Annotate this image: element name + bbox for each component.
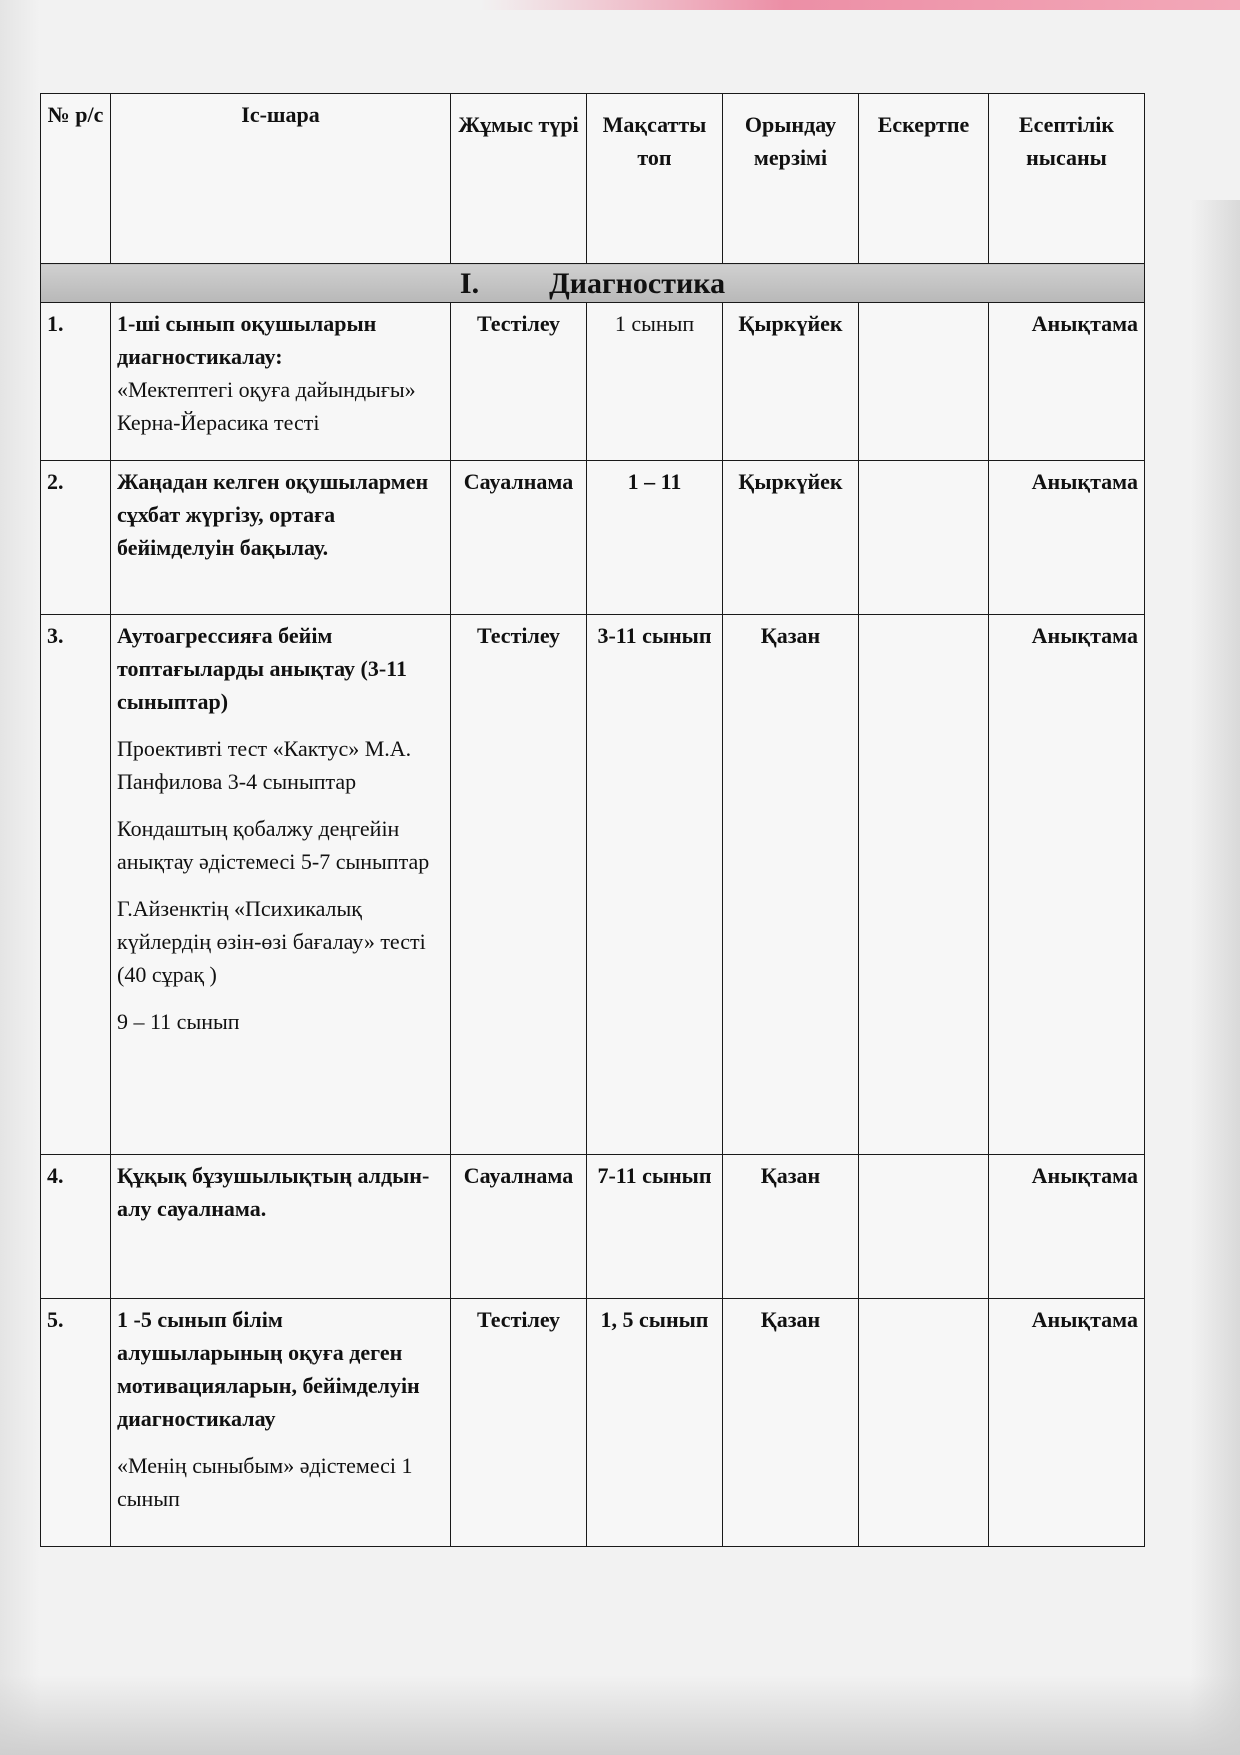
row-event	[111, 303, 451, 461]
header-note: Ескертпе	[859, 94, 989, 264]
table-row	[41, 615, 1145, 1155]
header-target: Мақсатты топ	[587, 94, 723, 264]
row-target: 1, 5 сынып	[587, 1299, 723, 1547]
row-target: 3-11 сынып	[587, 615, 723, 1155]
row-number: 5.	[41, 1299, 111, 1547]
row-note	[859, 303, 989, 461]
section-title: Диагностика	[549, 266, 726, 300]
row-number: 2.	[41, 461, 111, 615]
row-report: Анықтама	[989, 615, 1145, 1155]
header-report: Есептілік нысаны	[989, 94, 1145, 264]
section-row	[41, 264, 1145, 303]
header-event: Іс-шара	[111, 94, 451, 264]
header-row	[41, 94, 1145, 264]
row-report: Анықтама	[989, 1155, 1145, 1299]
row-number: 1.	[41, 303, 111, 461]
table-row	[41, 303, 1145, 461]
section-number: I.	[459, 266, 480, 300]
row-term: Қазан	[723, 1299, 859, 1547]
row-event-title: Жаңадан келген оқушылармен сұхбат жүргізу, ортаға бейімделуін бақылау.	[111, 461, 451, 615]
row-event-detail: Кондаштың қобалжу деңгейін анықтау әдістемесі 5-7 сыныптар	[117, 816, 430, 874]
row-work-type: Тестілеу	[451, 303, 587, 461]
row-event-detail: «Менің сыныбым» әдістемесі 1 сынып	[117, 1453, 413, 1511]
row-report: Анықтама	[989, 303, 1145, 461]
row-number: 4.	[41, 1155, 111, 1299]
section-heading	[41, 264, 1145, 303]
row-event-title: Аутоагрессияға бейім топтағыларды анықтау (3-11 сыныптар)	[117, 623, 407, 714]
row-event-title: Құқық бұзушылықтың алдын-алу сауалнама.	[111, 1155, 451, 1299]
row-event-detail: Проективті тест «Кактус» М.А. Панфилова 3-4 сыныптар	[117, 736, 412, 794]
row-event-detail: «Мектептегі оқуға дайындығы» Керна-Йерасика тесті	[117, 377, 416, 435]
row-term: Қазан	[723, 1155, 859, 1299]
scan-shadow-bottom	[0, 1675, 1240, 1755]
scan-shadow-right	[1190, 200, 1240, 1755]
row-note	[859, 461, 989, 615]
row-event-detail: Г.Айзенктің «Психикалық күйлердің өзін-өзі бағалау» тесті (40 сұрақ )	[117, 896, 426, 987]
header-work-type: Жұмыс түрі	[451, 94, 587, 264]
page-edge-tint	[480, 0, 1240, 10]
row-event-title: 1-ші сынып оқушыларын диагностикалау:	[117, 311, 377, 369]
row-note	[859, 1299, 989, 1547]
plan-table	[40, 93, 1145, 1547]
row-term: Қазан	[723, 615, 859, 1155]
row-event-detail: 9 – 11 сынып	[117, 1009, 240, 1034]
row-event-title: 1 -5 сынып білім алушыларының оқуға деген мотивацияларын, бейімделуін диагностикалау	[117, 1307, 420, 1431]
row-note	[859, 615, 989, 1155]
scan-shadow-left	[0, 0, 40, 1755]
row-work-type: Сауалнама	[451, 461, 587, 615]
row-work-type: Сауалнама	[451, 1155, 587, 1299]
header-num: № р/с	[41, 94, 111, 264]
table-row	[41, 1155, 1145, 1299]
row-work-type: Тестілеу	[451, 1299, 587, 1547]
row-target: 1 – 11	[587, 461, 723, 615]
table-row	[41, 461, 1145, 615]
header-term: Орындау мерзімі	[723, 94, 859, 264]
row-work-type: Тестілеу	[451, 615, 587, 1155]
row-note	[859, 1155, 989, 1299]
row-term: Қыркүйек	[723, 461, 859, 615]
table-row	[41, 1299, 1145, 1547]
row-report: Анықтама	[989, 1299, 1145, 1547]
row-event	[111, 615, 451, 1155]
row-report: Анықтама	[989, 461, 1145, 615]
row-number: 3.	[41, 615, 111, 1155]
row-term: Қыркүйек	[723, 303, 859, 461]
row-event	[111, 1299, 451, 1547]
row-target: 7-11 сынып	[587, 1155, 723, 1299]
row-target: 1 сынып	[587, 303, 723, 461]
